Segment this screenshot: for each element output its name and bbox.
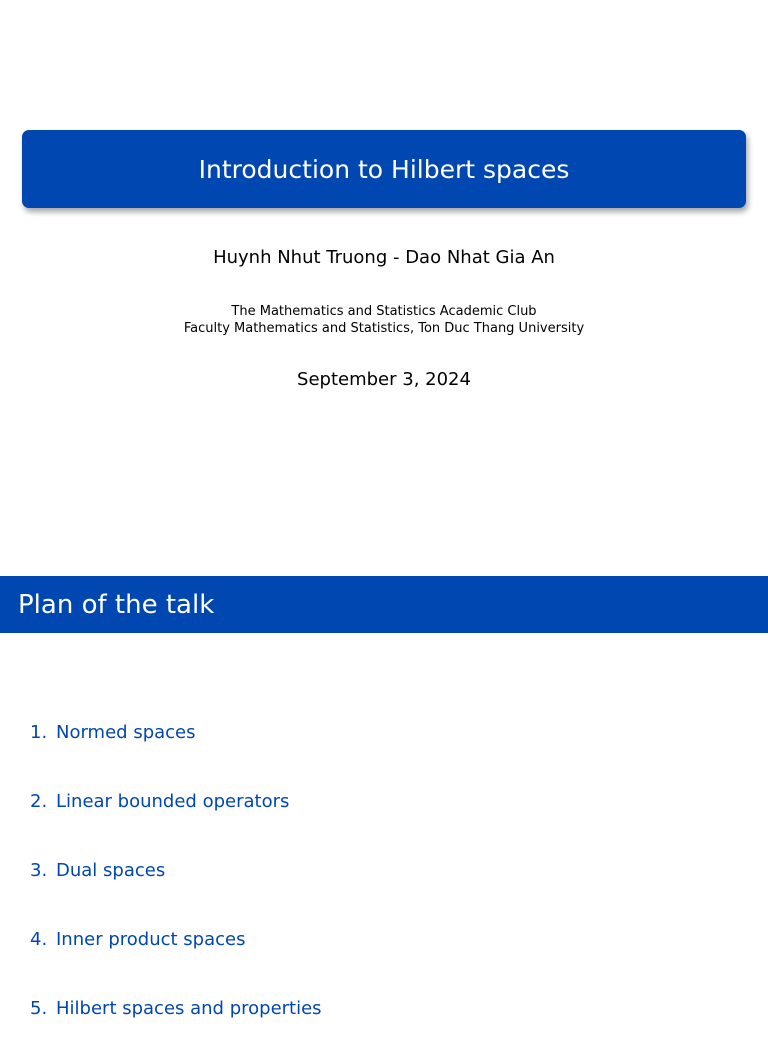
- toc-item-label: Hilbert spaces and properties: [56, 998, 322, 1019]
- institute-line-2: Faculty Mathematics and Statistics, Ton Duc Thang University: [183, 321, 585, 336]
- toc-item[interactable]: [30, 925, 322, 994]
- presentation-title: Introduction to Hilbert spaces: [198, 154, 570, 184]
- table-of-contents: [30, 718, 322, 1063]
- toc-item-number: 1.: [30, 722, 48, 743]
- toc-item[interactable]: [30, 856, 322, 925]
- institute-line-1: The Mathematics and Statistics Academic Club: [231, 304, 537, 319]
- toc-item-number: 3.: [30, 860, 48, 881]
- frame-title-bar: [0, 576, 768, 633]
- toc-item-label: Linear bounded operators: [56, 791, 290, 812]
- toc-item[interactable]: [30, 718, 322, 787]
- toc-item-number: 2.: [30, 791, 48, 812]
- toc-item-label: Normed spaces: [56, 722, 196, 743]
- toc-item-label: Inner product spaces: [56, 929, 246, 950]
- toc-item[interactable]: [30, 994, 322, 1063]
- title-box: [22, 130, 746, 208]
- institute: [0, 303, 768, 337]
- presentation-date: September 3, 2024: [297, 369, 471, 390]
- toc-item-number: 5.: [30, 998, 48, 1019]
- authors: Huynh Nhut Truong - Dao Nhat Gia An: [213, 247, 555, 268]
- frame-title: Plan of the talk: [18, 589, 215, 620]
- toc-item[interactable]: [30, 787, 322, 856]
- plan-slide: [0, 576, 768, 1024]
- toc-item-number: 4.: [30, 929, 48, 950]
- toc-item-label: Dual spaces: [56, 860, 166, 881]
